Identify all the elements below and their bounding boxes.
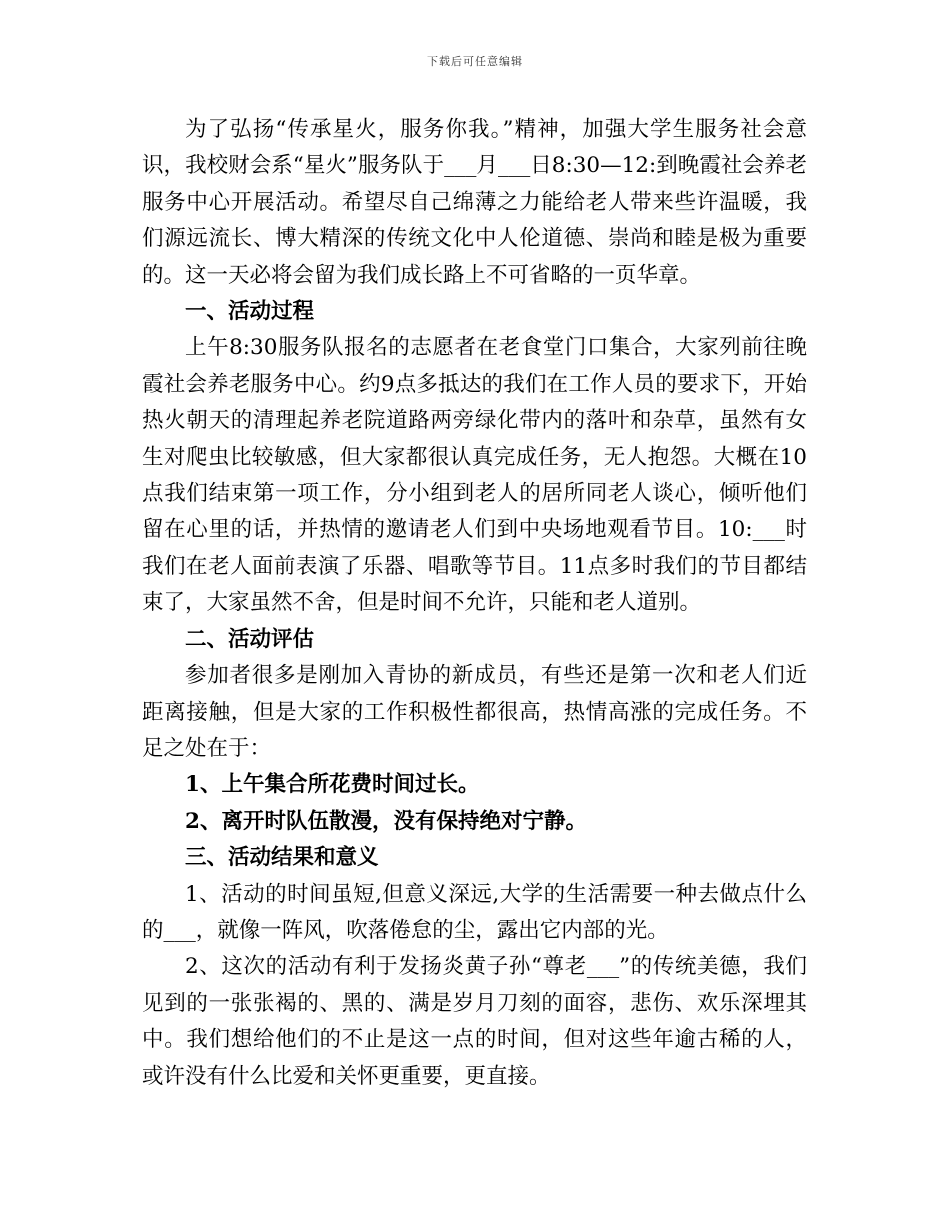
intro-paragraph: 为了弘扬“传承星火，服务你我。”精神，加强大学生服务社会意识，我校财会系“星火”服务队于___月___日8:30—12:到晚霞社会养老服务中心开展活动。希望尽自己绵薄之力能给老人带来些许温暖，我们源远流长、博大精深的传统文化中人伦道德、崇尚和睦是极为重要的。这一天必将会留为我们成长路上不可省略的一页华章。 (142, 117, 807, 288)
section-3-heading: 三、活动结果和意义 (185, 845, 379, 871)
section-3-item-2: 2、这次的活动有利于发扬炎黄子孙“尊老___”的传统美德，我们见到的一张张褐的、黑的、满是岁月刀刻的面容，悲伤、欢乐深埋其中。我们想给他们的不止是这一点的时间，但对这些年逾古稀的人，或许没有什么比爱和关怀更重要，更直接。 (142, 954, 807, 1089)
section-2-item-2: 2、离开时队伍散漫，没有保持绝对宁静。 (185, 808, 587, 834)
section-2-item-1: 1、上午集合所花费时间过长。 (185, 772, 480, 798)
section-2-heading: 二、活动评估 (185, 626, 315, 652)
section-1-paragraph: 上午8:30服务队报名的志愿者在老食堂门口集合，大家列前往晚霞社会养老服务中心。约9点多抵达的我们在工作人员的要求下，开始热火朝天的清理起养老院道路两旁绿化带内的落叶和杂草，虽然有女生对爬虫比较敏感，但大家都很认真完成任务，无人抱怨。大概在10点我们结束第一项工作，分小组到老人的居所同老人谈心，倾听他们留在心里的话，并热情的邀请老人们到中央场地观看节目。10:___时我们在老人面前表演了乐器、唱歌等节目。11点多时我们的节目都结束了，大家虽然不舍，但是时间不允许，只能和老人道别。 (142, 335, 807, 616)
section-2-paragraph: 参加者很多是刚加入青协的新成员，有些还是第一次和老人们近距离接触，但是大家的工作积极性都很高，热情高涨的完成任务。不足之处在于： (142, 663, 807, 761)
header-note: 下载后可任意编辑 (427, 55, 523, 68)
document-body (142, 112, 807, 1095)
section-1-heading: 一、活动过程 (185, 299, 315, 325)
section-3-item-1: 1、活动的时间虽短,但意义深远,大学的生活需要一种去做点什么的___，就像一阵风，吹落倦怠的尘，露出它内部的光。 (142, 881, 807, 943)
